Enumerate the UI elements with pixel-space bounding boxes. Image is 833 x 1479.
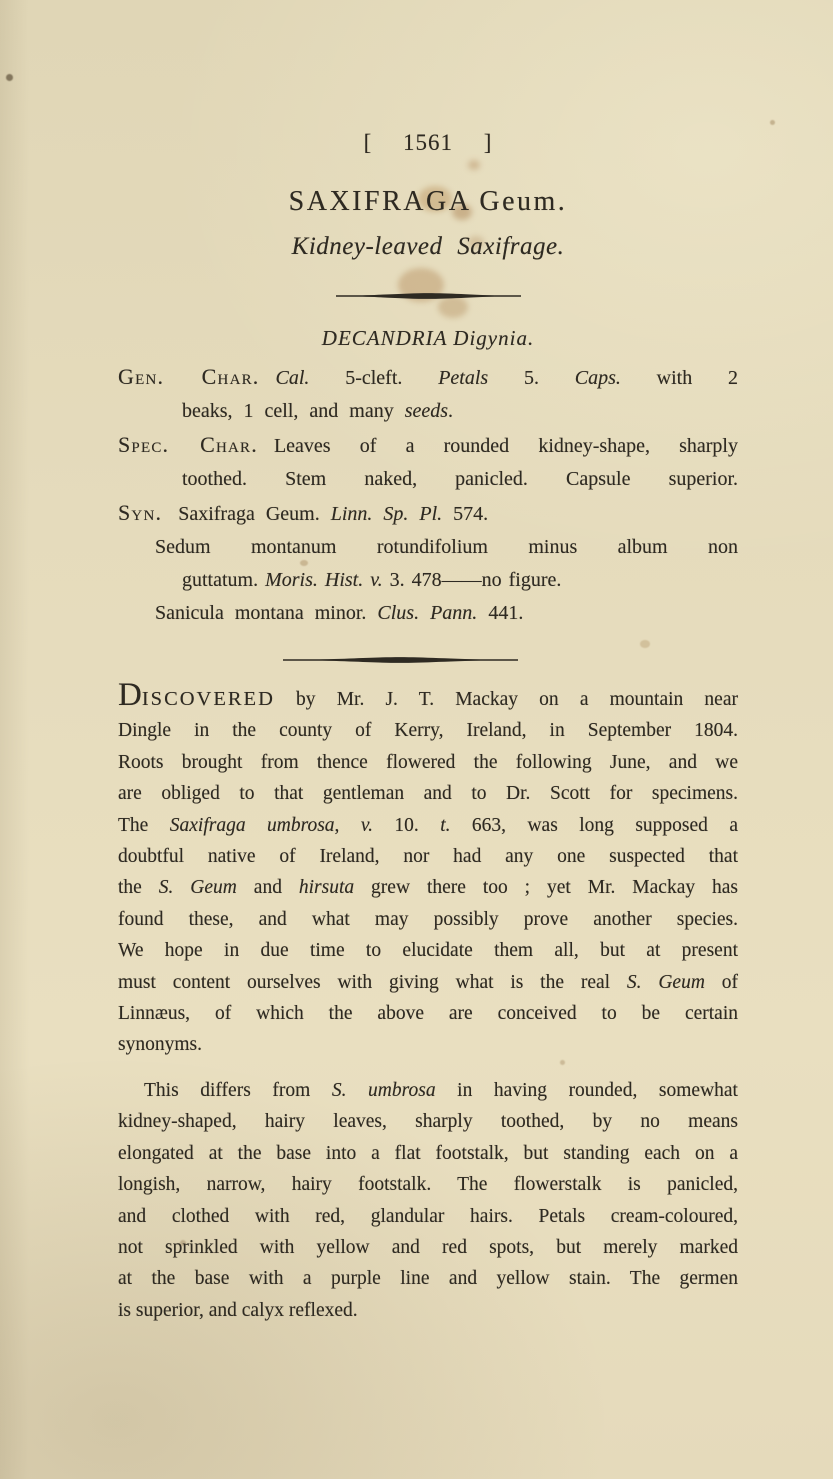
text-line: at the base with a purple line and yellow stain. The germen bbox=[118, 1268, 738, 1290]
page-number: [ 1561 ] bbox=[363, 130, 493, 155]
text-line: is superior, and calyx reflexed. bbox=[118, 1299, 358, 1321]
text-line: toothed. Stem naked, panicled. Capsule superior. bbox=[182, 468, 738, 490]
text-line: longish, narrow, hairy footstalk. The flowerstalk is panicled, bbox=[118, 1174, 738, 1196]
classification-line: DECANDRIA Digynia. bbox=[321, 326, 535, 350]
text-line: and clothed with red, glandular hairs. Petals cream-coloured, bbox=[118, 1205, 738, 1227]
text-line: Linnæus, of which the above are conceived to be certain bbox=[118, 1003, 738, 1025]
text-line: Syn. Saxifraga Geum. Linn. Sp. Pl. 574. bbox=[118, 500, 489, 525]
text-line: Gen. Char. Cal. 5-cleft. Petals 5. Caps. with 2 bbox=[118, 364, 739, 389]
text-line: must content ourselves with giving what is the real S. Geum of bbox=[118, 971, 738, 993]
text-line: Dingle in the county of Kerry, Ireland, in September 1804. bbox=[118, 720, 738, 742]
text-line: We hope in due time to elucidate them all, but at present bbox=[118, 940, 738, 962]
text-line: Sanicula montana minor. Clus. Pann. 441. bbox=[155, 602, 524, 624]
text-line: beaks, 1 cell, and many seeds. bbox=[182, 400, 454, 422]
text-line: the S. Geum and hirsuta grew there too ; yet Mr. Mackay has bbox=[118, 877, 739, 899]
swelled-rule-icon bbox=[283, 656, 518, 664]
text-line: synonyms. bbox=[118, 1034, 202, 1056]
foxing-speck bbox=[770, 120, 775, 125]
page-content bbox=[118, 0, 738, 1326]
swelled-rule-icon bbox=[336, 292, 521, 300]
characters-section bbox=[118, 360, 738, 630]
discovery-paragraph bbox=[118, 677, 739, 1061]
foxing-speck bbox=[6, 74, 13, 81]
text-line: Sedum montanum rotundifolium minus album non bbox=[155, 536, 738, 558]
species-title: SAXIFRAGA Geum. bbox=[288, 186, 568, 217]
text-line: elongated at the base into a flat footstalk, but standing each on a bbox=[118, 1142, 738, 1164]
text-line: Spec. Char. Leaves of a rounded kidney-shape, sharply bbox=[118, 432, 738, 457]
text-line: found these, and what may possibly prove another species. bbox=[118, 908, 738, 930]
text-line: Roots brought from thence flowered the following June, and we bbox=[118, 751, 738, 773]
common-name: Kidney-leaved Saxifrage. bbox=[291, 233, 565, 260]
text-line: This differs from S. umbrosa in having rounded, somewhat bbox=[144, 1079, 738, 1101]
text-line: DISCOVERED by Mr. J. T. Mackay on a mountain near bbox=[118, 677, 738, 713]
text-line: kidney-shaped, hairy leaves, sharply toothed, by no means bbox=[118, 1111, 738, 1133]
text-line: not sprinkled with yellow and red spots, but merely marked bbox=[118, 1236, 738, 1258]
text-line: doubtful native of Ireland, nor had any one suspected that bbox=[118, 846, 738, 868]
text-line: are obliged to that gentleman and to Dr. Scott for specimens. bbox=[118, 783, 738, 805]
text-line: The Saxifraga umbrosa, v. 10. t. 663, was long supposed a bbox=[118, 814, 738, 836]
description-paragraph bbox=[118, 1075, 738, 1326]
text-line: guttatum. Moris. Hist. v. 3. 478——no figure. bbox=[182, 569, 562, 591]
